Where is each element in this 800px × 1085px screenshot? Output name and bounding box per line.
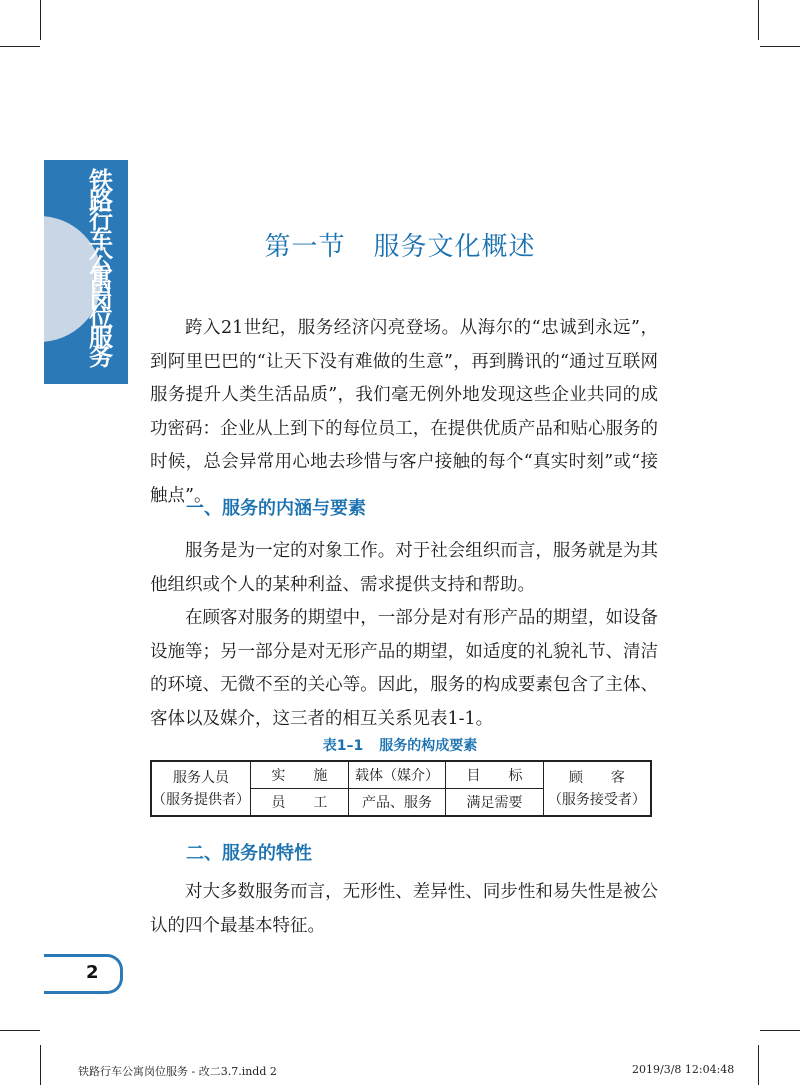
receiver-label: 顾 客: [568, 769, 625, 786]
heading-2: 二、服务的特性: [186, 843, 312, 864]
crop-mark: [0, 1030, 40, 1031]
section-number: 第一节: [264, 232, 346, 262]
table-caption-title: 服务的构成要素: [379, 738, 478, 754]
crop-mark: [760, 46, 800, 47]
section-name: 服务文化概述: [373, 232, 536, 262]
table-cell-provider: [151, 761, 251, 816]
slug-timestamp: 2019/3/8 12:04:48: [632, 1063, 735, 1076]
heading-1: 一、服务的内涵与要素: [186, 498, 366, 519]
side-tab-title: 铁路行车公寓岗位服务: [89, 167, 113, 372]
paragraph-3: 在顾客对服务的期望中，一部分是对有形产品的期望，如设备设施等；另一部分是对无形产品的期望，如适度的礼貌礼节、清洁的环境、无微不至的关心等。因此，服务的构成要素包含了主体、客体以及媒介，这三者的相互关系见表1-1。: [150, 608, 658, 729]
service-elements-table: [150, 760, 652, 817]
crop-mark: [0, 46, 40, 47]
table-cell: 目 标: [446, 761, 544, 789]
paragraph-4: 对大多数服务而言，无形性、差异性、同步性和易失性是被公认的四个最基本特征。: [150, 882, 658, 936]
page-number: 2: [86, 962, 99, 983]
provider-label: 服务人员: [173, 769, 230, 786]
table-cell-receiver: [543, 761, 651, 816]
crop-mark: [760, 1030, 800, 1031]
page-number-box: [44, 954, 123, 994]
slug-file: 铁路行车公寓岗位服务 - 改二3.7.indd 2: [78, 1065, 277, 1078]
paragraph-2: 服务是为一定的对象工作。对于社会组织而言，服务就是为其他组织或个人的某种利益、需求提供支持和帮助。: [150, 541, 658, 595]
table-cell: 产品、服务: [348, 789, 446, 817]
crop-mark: [758, 1045, 759, 1085]
table-cell: 满足需要: [446, 789, 544, 817]
table-caption-number: 表1–1: [322, 738, 364, 754]
table-cell: 实 施: [251, 761, 349, 789]
intro-paragraph: 跨入21世纪，服务经济闪亮登场。从海尔的“忠诚到永远”，到阿里巴巴的“让天下没有难做的生意”，再到腾讯的“通过互联网服务提升人类生活品质”，我们毫无例外地发现这些企业共同的成功密码：企业从上到下的每位员工，在提供优质产品和贴心服务的时候，总会异常用心地去珍惜与客户接触的每个“真实时刻”或“接触点”。: [150, 318, 658, 506]
table-cell: 员 工: [251, 789, 349, 817]
table-row: [151, 761, 651, 789]
section-title: [0, 226, 800, 263]
table-caption: [0, 735, 800, 755]
crop-mark: [40, 1045, 41, 1085]
table-cell: 载体（媒介）: [348, 761, 446, 789]
crop-mark: [40, 0, 41, 40]
crop-mark: [758, 0, 759, 40]
receiver-sublabel: （服务接受者）: [547, 791, 646, 808]
provider-sublabel: （服务提供者）: [152, 791, 251, 808]
